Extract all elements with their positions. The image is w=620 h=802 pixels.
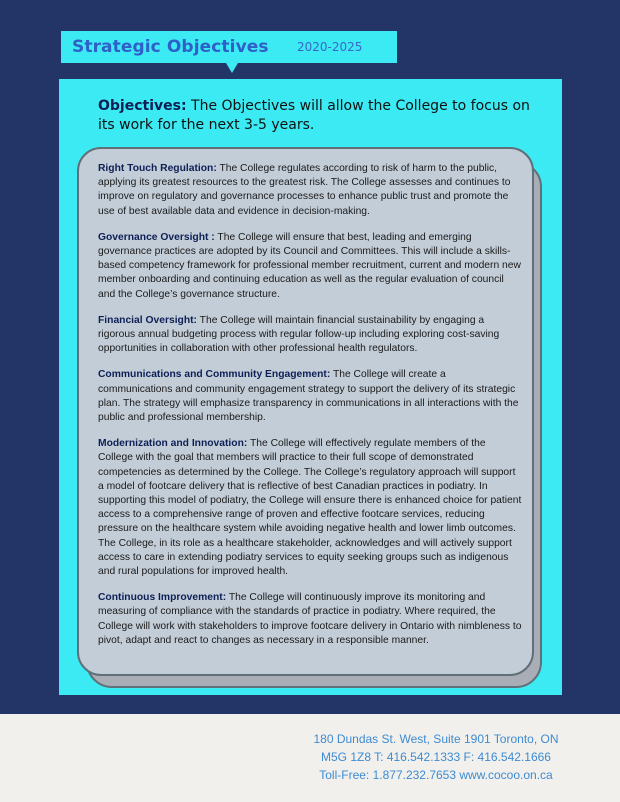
title-years: 2020-2025	[297, 40, 363, 54]
section-heading: Modernization and Innovation:	[98, 438, 248, 450]
section-communications	[98, 368, 522, 425]
objectives-intro	[98, 97, 538, 135]
section-heading: Continuous Improvement:	[98, 592, 227, 604]
callout-pointer	[226, 63, 238, 73]
section-governance-oversight	[98, 231, 522, 302]
section-heading: Governance Oversight :	[98, 231, 215, 243]
footer-address: 180 Dundas St. West, Suite 1901 Toronto, ON	[313, 732, 559, 746]
section-body: The College will maintain financial sustainability by engaging a rigorous annual budgeting process with regular follow-up including exploring cost-saving opportunities in collaboration with other professional health regulators.	[98, 314, 500, 355]
section-body: The College will continuously improve its monitoring and measuring of compliance with the standards of practice in podiatry. Where required, the College will work with stakeholders to improve footcare delivery in Ontario with nimbleness to pivot, adapt and react to changes as necessary in a responsible manner.	[98, 592, 522, 646]
section-continuous-improvement	[98, 591, 522, 648]
section-financial-oversight	[98, 314, 522, 357]
contact-footer	[286, 730, 586, 784]
title-banner	[61, 31, 397, 63]
section-body: The College will ensure that best, leading and emerging governance practices are adopted by its Council and Committees. This will include a skills-based competency framework for professional member recruitment, current and modern new member onboarding and continuing education as well as the regular evaluation of council and the College’s governance structure.	[98, 231, 521, 300]
objectives-text: The Objectives will allow the College to focus on its work for the next 3-5 years.	[98, 98, 530, 133]
objectives-card-content	[98, 162, 522, 660]
section-right-touch-regulation	[98, 162, 522, 219]
section-body: The College will effectively regulate members of the College with the goal that members will practice to their full scope of demonstrated competencies as determined by the College. The College’s regulatory approach will support a model of footcare delivery that is reflective of best Canadian practices in podiatry. In supporting this model of podiatry, the College will ensure there is enhanced choice for patient access to a comprehensive range of proven and effective footcare services, reducing pressure on the healthcare system while avoiding negative health and lower limb outcomes. The College, in its role as a healthcare stakeholder, acknowledges and will actively support access to care in extending podiatry services to equity seeking groups such as indigenous and rural populations for improved health.	[98, 438, 522, 578]
footer-tollfree-website: Toll-Free: 1.877.232.7653 www.cocoo.on.ca	[319, 768, 553, 782]
page-title: Strategic Objectives	[72, 37, 269, 57]
section-heading: Right Touch Regulation:	[98, 163, 217, 174]
objectives-label: Objectives:	[98, 98, 187, 114]
section-body: The College regulates according to risk of harm to the public, applying its greatest resources to the greatest risk. The College assesses and continues to improve on regulatory and governance processes to enhance public trust and promote the use of best available data and evidence in decision-making.	[98, 163, 511, 217]
title-banner-fill	[61, 31, 395, 63]
section-heading: Communications and Community Engagement:	[98, 369, 331, 381]
section-modernization	[98, 437, 522, 579]
footer-phone: M5G 1Z8 T: 416.542.1333 F: 416.542.1666	[321, 750, 551, 764]
section-body: The College will create a communications and community engagement strategy to support the delivery of its strategic plan. The strategy will emphasize transparency in communications in all interactions with the public and professional membership.	[98, 369, 519, 424]
section-heading: Financial Oversight:	[98, 314, 197, 326]
